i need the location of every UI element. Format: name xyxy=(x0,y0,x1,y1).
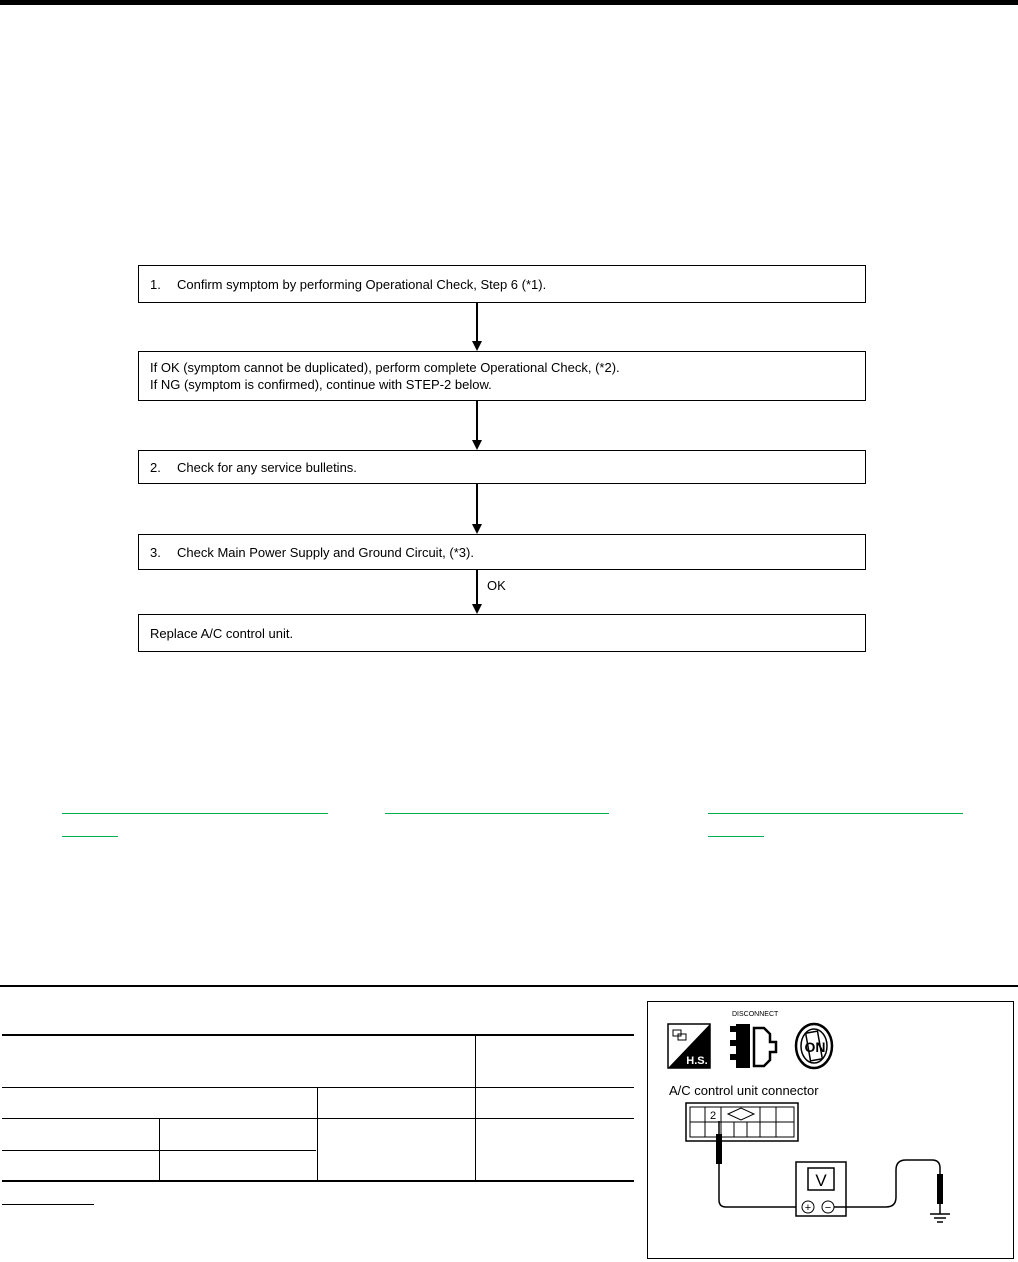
flow-arrow-2 xyxy=(469,401,485,450)
step-text: Confirm symptom by performing Operational Check, Step 6 (*1). xyxy=(177,276,547,292)
flow-step-3 xyxy=(138,534,866,570)
disconnect-label: DISCONNECT xyxy=(732,1011,779,1018)
step-text: Replace A/C control unit. xyxy=(150,625,294,641)
ground-probe xyxy=(834,1160,943,1214)
harness-side-icon xyxy=(668,1024,710,1068)
flow-arrow-4 xyxy=(469,570,485,614)
ignition-label: ON xyxy=(804,1039,826,1055)
reference-link-1-cont[interactable] xyxy=(62,836,118,837)
hs-label: H.S. xyxy=(686,1055,708,1067)
flow-step-ok-ng xyxy=(138,351,866,401)
table-footnote-link[interactable] xyxy=(2,1204,94,1205)
ground-icon xyxy=(930,1214,950,1222)
flow-step-1 xyxy=(138,265,866,303)
step-line-ok: If OK (symptom cannot be duplicated), perform complete Operational Check, (*2). xyxy=(150,360,620,375)
step-number: 3. xyxy=(150,544,161,560)
terminal-number: 2 xyxy=(709,1110,717,1122)
meter-label: V xyxy=(815,1171,827,1190)
plus-terminal: + xyxy=(804,1202,812,1214)
ok-label: OK xyxy=(487,578,506,593)
ac-control-unit-connector xyxy=(686,1103,798,1141)
reference-link-3-cont[interactable] xyxy=(708,836,764,837)
reference-link-1[interactable] xyxy=(62,813,328,814)
flow-step-replace xyxy=(138,614,866,652)
disconnect-icon xyxy=(730,1011,779,1068)
reference-link-2[interactable] xyxy=(385,813,609,814)
step-text: Check for any service bulletins. xyxy=(177,459,357,475)
voltmeter xyxy=(796,1162,846,1216)
flow-step-2 xyxy=(138,450,866,484)
reference-link-3[interactable] xyxy=(708,813,963,814)
minus-terminal: − xyxy=(824,1202,832,1214)
step-text: Check Main Power Supply and Ground Circuit, (*3). xyxy=(177,544,474,560)
flow-arrow-3 xyxy=(469,484,485,534)
page-top-rule xyxy=(0,0,1018,5)
step-number: 1. xyxy=(150,276,161,292)
connector-label: A/C control unit connector xyxy=(669,1083,819,1098)
flow-arrow-1 xyxy=(469,303,485,351)
step-line-ng: If NG (symptom is confirmed), continue with STEP-2 below. xyxy=(150,377,492,392)
ignition-on-icon xyxy=(796,1024,832,1068)
step-number: 2. xyxy=(150,459,161,475)
section-divider xyxy=(0,985,1018,987)
voltage-check-figure xyxy=(647,1001,1014,1259)
